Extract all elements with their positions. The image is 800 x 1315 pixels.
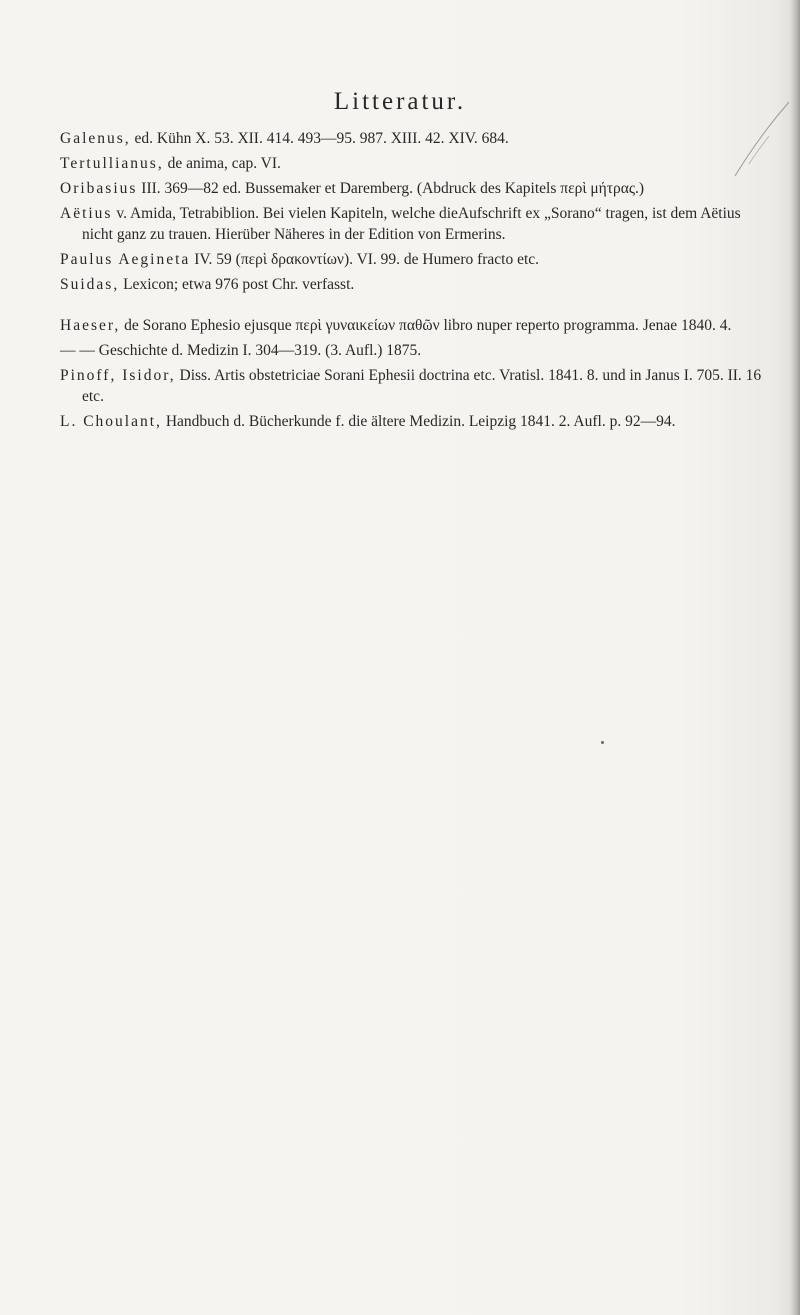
page-edge-shadow (790, 0, 800, 1315)
reference-text: ed. Kühn X. 53. XII. 414. 493—95. 987. XIII. 42. XIV. 684. (134, 130, 509, 147)
reference-author: Pinoff, Isidor, (60, 367, 176, 384)
paper-speck (601, 741, 604, 744)
reference-author: Tertullianus, (60, 155, 164, 172)
reference-author: L. Choulant, (60, 413, 162, 430)
reference-entry (60, 365, 765, 407)
reference-entry (60, 178, 765, 199)
reference-text: IV. 59 (περὶ δρακοντίων). VI. 99. de Humero fracto etc. (194, 251, 540, 268)
reference-text: Diss. Artis obstetriciae Sorani Ephesii doctrina etc. Vratisl. 1841. 8. und in Janus I. 705. II. 16 etc. (82, 367, 762, 405)
reference-author: Haeser, (60, 317, 121, 334)
reference-text: Lexicon; etwa 976 post Chr. verfasst. (123, 276, 355, 293)
reference-author: Aëtius (60, 205, 113, 222)
reference-text: Geschichte d. Medizin I. 304—319. (3. Aufl.) 1875. (98, 342, 422, 359)
reference-entry (60, 340, 765, 361)
reference-list (60, 128, 765, 436)
reference-entry (60, 128, 765, 149)
reference-author: Paulus Aegineta (60, 251, 191, 268)
reference-text: de anima, cap. VI. (167, 155, 281, 172)
reference-entry (60, 315, 765, 336)
reference-text: Handbuch d. Bücherkunde f. die ältere Medizin. Leipzig 1841. 2. Aufl. p. 92—94. (165, 413, 676, 430)
reference-entry (60, 203, 765, 245)
reference-text: III. 369—82 ed. Bussemaker et Daremberg. (Abdruck des Kapitels περὶ μήτρας.) (141, 180, 645, 197)
reference-author: Suidas, (60, 276, 120, 293)
group-spacer (60, 299, 765, 315)
reference-author: Galenus, (60, 130, 131, 147)
reference-text: v. Amida, Tetrabiblion. Bei vielen Kapiteln, welche dieAufschrift ex „Sorano“ tragen, ist dem Aëtius nicht ganz zu trauen. Hierüber Näheres in der Edition von Ermerins. (82, 205, 741, 243)
reference-author: — — (60, 342, 95, 359)
reference-entry (60, 249, 765, 270)
reference-entry (60, 153, 765, 174)
reference-entry (60, 274, 765, 295)
reference-author: Oribasius (60, 180, 138, 197)
section-heading: Litteratur. (333, 88, 467, 115)
reference-entry (60, 411, 765, 432)
reference-text: de Sorano Ephesio ejusque περὶ γυναικείων παθῶν libro nuper reperto programma. Jenae 1840. 4. (124, 317, 732, 334)
